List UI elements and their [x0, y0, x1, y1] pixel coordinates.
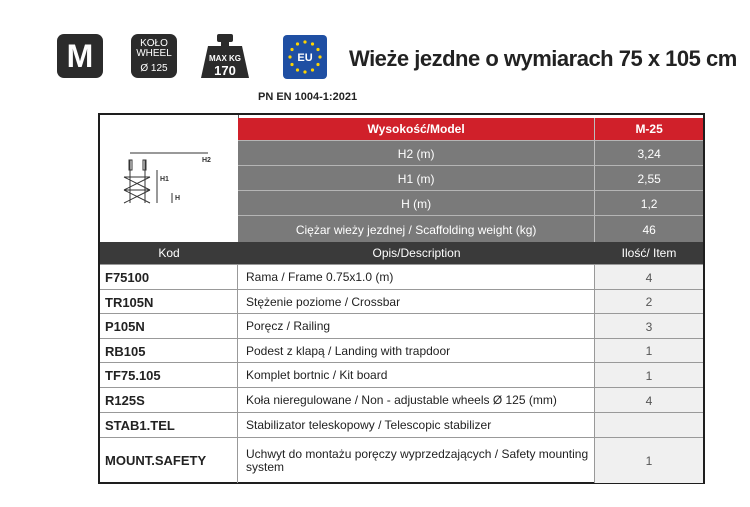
- spec-label: H (m): [238, 191, 595, 216]
- item-desc: Stężenie poziome / Crossbar: [238, 290, 595, 314]
- label-h2: H2: [202, 157, 211, 164]
- spec-row-h1: [238, 165, 703, 191]
- max-weight-label: [200, 54, 250, 78]
- page-title: Wieże jezdne o wymiarach 75 x 105 cm: [349, 46, 737, 71]
- item-qty: 1: [595, 339, 703, 363]
- item-desc: Stabilizator teleskopowy / Telescopic stabilizer: [238, 413, 595, 438]
- spec-head-value: M-25: [635, 122, 663, 136]
- spec-table: [98, 113, 705, 484]
- spec-row-weight: [238, 215, 703, 243]
- item-desc: Podest z klapą / Landing with trapdoor: [238, 339, 595, 363]
- item-code: STAB1.TEL: [100, 413, 238, 438]
- table-row: [100, 437, 703, 483]
- spec-head-label: Wysokość/Model: [238, 118, 595, 140]
- table-row: [100, 338, 703, 363]
- item-code: RB105: [100, 339, 238, 363]
- eu-flag-icon: [283, 35, 327, 79]
- wheel-line2: WHEEL: [136, 47, 172, 59]
- table-row: [100, 412, 703, 438]
- spec-value: 3,24: [637, 146, 661, 161]
- item-code: R125S: [100, 388, 238, 413]
- tower-diagram: [100, 115, 239, 242]
- wheel-size: Ø 125: [140, 62, 168, 74]
- col-desc: Opis/Description: [372, 246, 461, 260]
- label-h1: H1: [160, 176, 169, 183]
- wheel-badge: [131, 34, 177, 78]
- spec-label: Ciężar wieży jezdnej / Scaffolding weight (kg): [238, 216, 595, 243]
- col-qty: Ilość/ Item: [621, 246, 677, 260]
- tower-diagram-icon: [100, 115, 238, 242]
- norm-label: PN EN 1004-1:2021: [258, 91, 358, 103]
- table-row: [100, 264, 703, 290]
- item-qty: 4: [595, 388, 703, 413]
- table-row: [100, 387, 703, 413]
- item-code: MOUNT.SAFETY: [100, 438, 238, 483]
- item-code: P105N: [100, 314, 238, 339]
- item-qty: [595, 413, 703, 438]
- spec-value: 46: [642, 222, 656, 237]
- table-row: [100, 289, 703, 314]
- table-row: [100, 362, 703, 388]
- item-qty: 1: [595, 438, 703, 483]
- item-desc: Komplet bortnic / Kit board: [238, 363, 595, 388]
- spec-label: H1 (m): [238, 166, 595, 191]
- item-qty: 3: [595, 314, 703, 339]
- spec-value: 1,2: [640, 196, 658, 211]
- item-code: F75100: [100, 265, 238, 290]
- item-code: TR105N: [100, 290, 238, 314]
- item-qty: 4: [595, 265, 703, 290]
- table-row: [100, 313, 703, 339]
- max-label: MAX KG: [209, 54, 241, 63]
- spec-value: 2,55: [637, 171, 661, 186]
- spec-row-h2: [238, 140, 703, 166]
- spec-row-h: [238, 190, 703, 216]
- item-desc: Rama / Frame 0.75x1.0 (m): [238, 265, 595, 290]
- item-desc: Poręcz / Railing: [238, 314, 595, 339]
- spec-head-row: [238, 118, 703, 140]
- item-desc: Uchwyt do montażu poręczy wyprzedzających / Safety mounting system: [238, 438, 595, 483]
- items-header: [100, 242, 703, 264]
- max-value: 170: [214, 63, 236, 78]
- item-desc: Koła nieregulowane / Non - adjustable wheels Ø 125 (mm): [238, 388, 595, 413]
- col-code: Kod: [158, 246, 180, 260]
- spec-label: H2 (m): [238, 141, 595, 166]
- model-badge: [57, 34, 103, 78]
- item-code: TF75.105: [100, 363, 238, 388]
- item-qty: 2: [595, 290, 703, 314]
- eu-label: EU: [297, 52, 313, 64]
- model-letter: M: [66, 37, 94, 74]
- wheel-line1: KOŁO: [140, 37, 168, 49]
- label-h: H: [175, 195, 181, 202]
- item-qty: 1: [595, 363, 703, 388]
